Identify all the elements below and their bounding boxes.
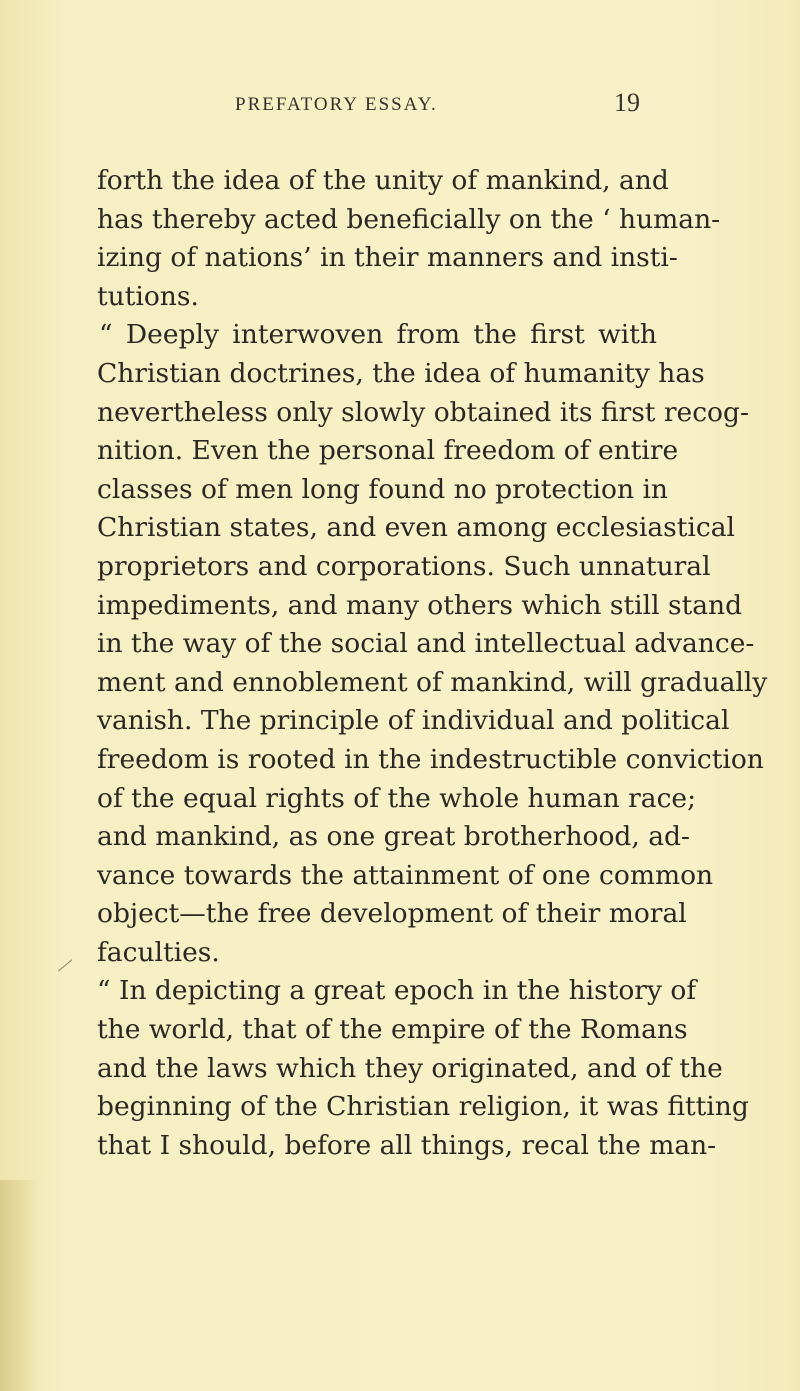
text-line: vance towards the attainment of one common [97, 859, 714, 891]
page-number: 19 [614, 88, 640, 117]
text-line: izing of nations’ in their manners and insti- [97, 242, 678, 274]
text-line: nition. Even the personal freedom of entire [97, 435, 679, 467]
text-line: faculties. [97, 936, 220, 968]
text-line: ment and ennoblement of mankind, will gradually [97, 666, 768, 698]
text-line: vanish. The principle of individual and political [97, 705, 730, 737]
text-line: has thereby acted beneficially on the ‘ human- [97, 203, 721, 235]
text-line: of the equal rights of the whole human race; [97, 782, 697, 814]
text-line: proprietors and corporations. Such unnatural [97, 550, 711, 582]
text-line: classes of men long found no protection in [97, 473, 668, 505]
text-line: Christian doctrines, the idea of humanity has [97, 357, 705, 389]
text-line: forth the idea of the unity of mankind, and [97, 165, 669, 196]
text-line: nevertheless only slowly obtained its first recog- [97, 396, 749, 428]
text-line: beginning of the Christian religion, it was fitting [97, 1091, 749, 1123]
text-line: Christian states, and even among ecclesiastical [97, 512, 735, 544]
text-line: and mankind, as one great brotherhood, ad- [97, 821, 690, 853]
text-line: in the way of the social and intellectual advance- [97, 628, 755, 660]
page-edge-shadow [0, 1180, 40, 1391]
page-header [0, 86, 800, 126]
text-line: and the laws which they originated, and of the [97, 1052, 723, 1084]
text-line: that I should, before all things, recal the man- [97, 1129, 717, 1161]
body-text [97, 162, 768, 1165]
text-line: freedom is rooted in the indestructible conviction [97, 743, 764, 775]
text-line: impediments, and many others which still stand [97, 589, 743, 621]
text-line: tutions. [97, 280, 199, 312]
margin-pencil-mark [58, 959, 72, 971]
text-line: “ In depicting a great epoch in the history of [97, 975, 697, 1007]
text-line: object—the free development of their moral [97, 898, 687, 930]
text-line: “ Deeply interwoven from the first with [99, 319, 657, 351]
running-head: PREFATORY ESSAY. [235, 94, 438, 115]
text-line: the world, that of the empire of the Romans [97, 1014, 688, 1046]
